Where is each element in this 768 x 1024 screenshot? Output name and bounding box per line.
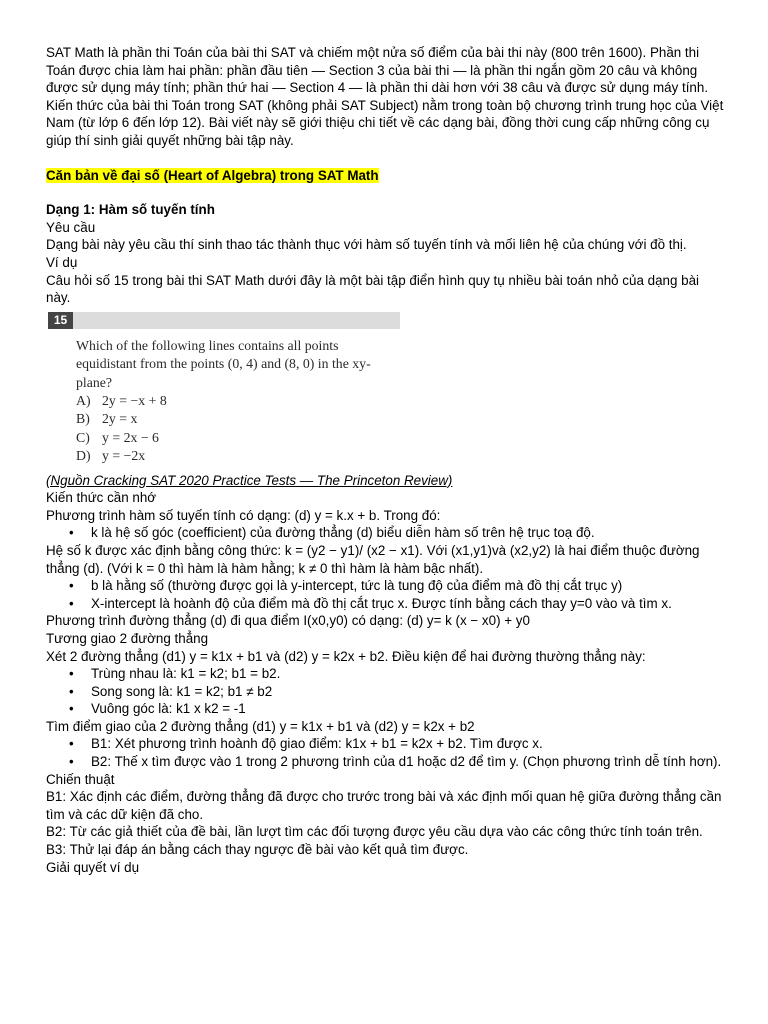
vi-du-label: Ví dụ <box>46 254 78 270</box>
option-text: y = −2x <box>102 448 146 464</box>
intro-paragraph: SAT Math là phần thi Toán của bài thi SAT và chiếm một nửa số điểm của bài thi này (800 trên 1600). Phần thi Toán được chia làm hai phần: phần đầu tiên — Section 3 của bài thi — là phần thi ngắn gồm 20 câu và không được sử dụng máy tính; phần thứ hai — Section 4 — là phần thi dài hơn với 38 câu và được sử dụng máy tính. Kiến thức của bài thi Toán trong SAT (không phải SAT Subject) nằm trong toàn bộ chương trình trung học của Việt Nam (từ lớp 6 đến lớp 12). Bài viết này sẽ giới thiệu chi tiết về các dạng bài, đồng thời cung cấp những công cụ giúp thí sinh giải quyết những bài tập này. <box>46 45 724 148</box>
list-item: • X-intercept là hoành độ của điểm mà đồ thị cắt trục x. Được tính bằng cách thay y=0 vào và tìm x. <box>46 595 724 613</box>
strategy-step-3: B3: Thử lại đáp án bằng cách thay ngược đề bài vào kết quả tìm được. <box>46 842 469 858</box>
question-option <box>48 410 400 428</box>
strategy-heading: Chiến thuật <box>46 771 115 787</box>
line-through-point: Phương trình đường thẳng (d) đi qua điểm I(x0,y0) có dạng: (d) y= k (x − x0) + y0 <box>46 613 530 629</box>
vi-du-text: Câu hỏi số 15 trong bài thi SAT Math dưới đây là một bài tập điển hình quy tụ nhiều bài toán nhỏ của dạng bài này. <box>46 272 699 306</box>
yeu-cau-text: Dạng bài này yêu cầu thí sinh thao tác thành thục với hàm số tuyến tính và mối liên hệ của chúng với đồ thị. <box>46 237 687 253</box>
relation-list <box>46 665 724 718</box>
list-item: • Vuông góc là: k1 x k2 = -1 <box>46 700 724 718</box>
strategy-step-1: B1: Xác định các điểm, đường thẳng đã được cho trước trong bài và xác định mối quan hệ giữa đường thẳng cần tìm và các dữ kiện đã cho. <box>46 789 722 822</box>
option-text: 2y = x <box>102 411 138 427</box>
list-item: • Trùng nhau là: k1 = k2; b1 = b2. <box>46 665 724 683</box>
dang1-title: Dạng 1: Hàm số tuyến tính <box>46 202 215 218</box>
list-item: • b là hằng số (thường được gọi là y-intercept, tức là tung độ của điểm mà đồ thị cắt trục y) <box>46 577 724 595</box>
solve-example-heading: Giải quyết ví dụ <box>46 859 140 875</box>
option-letter: B) <box>76 411 90 427</box>
question-image <box>48 312 400 466</box>
list-item: • Song song là: k1 = k2; b1 ≠ b2 <box>46 683 724 701</box>
list-item: • B2: Thế x tìm được vào 1 trong 2 phương trình của d1 hoặc d2 để tìm y. (Chọn phương trình dễ tính hơn). <box>46 753 724 771</box>
section-heading <box>46 167 724 185</box>
definition-list <box>46 524 724 542</box>
option-letter: A) <box>76 392 91 408</box>
yeu-cau-label: Yêu cầu <box>46 219 96 235</box>
question-text: Which of the following lines contains all points equidistant from the points (0, 4) and (8, 0) in the xy-plane? <box>76 337 371 390</box>
option-letter: D) <box>76 448 91 464</box>
question-option <box>48 447 400 465</box>
intersection-steps <box>46 735 724 770</box>
intersection-heading: Tương giao 2 đường thẳng <box>46 630 209 646</box>
linear-function-definition: Phương trình hàm số tuyến tính có dạng: (d) y = k.x + b. Trong đó: <box>46 507 441 523</box>
option-text: 2y = −x + 8 <box>102 392 167 408</box>
list-item: • k là hệ số góc (coefficient) của đường thẳng (d) biểu diễn hàm số trên hệ trục toạ độ. <box>46 524 724 542</box>
slope-formula: Hệ số k được xác định bằng công thức: k = (y2 − y1)/ (x2 − x1). Với (x1,y1)và (x2,y2) là hai điểm thuộc đường thẳng (d). (Với k = 0 thì hàm là hàm hằng; k ≠ 0 thì hàm là hàm bậc nhất). <box>46 542 700 576</box>
find-intersection: Tìm điểm giao của 2 đường thẳng (d1) y = k1x + b1 và (d2) y = k2x + b2 <box>46 718 475 734</box>
two-lines-condition: Xét 2 đường thẳng (d1) y = k1x + b1 và (d2) y = k2x + b2. Điều kiện để hai đường thường thẳng này: <box>46 648 646 664</box>
question-option <box>48 392 400 410</box>
list-item: • B1: Xét phương trình hoành độ giao điểm: k1x + b1 = k2x + b2. Tìm được x. <box>46 735 724 753</box>
section-heading-highlight: Căn bản về đại số (Heart of Algebra) trong SAT Math <box>46 167 379 183</box>
question-number: 15 <box>48 312 73 329</box>
strategy-step-2: B2: Từ các giả thiết của đề bài, lần lượt tìm các đối tượng được yêu cầu dựa vào các công thức tính toán trên. <box>46 824 703 840</box>
kien-thuc-label: Kiến thức cần nhớ <box>46 490 157 506</box>
option-text: y = 2x − 6 <box>102 429 159 445</box>
option-letter: C) <box>76 429 90 445</box>
question-option <box>48 429 400 447</box>
source-citation: (Nguồn Cracking SAT 2020 Practice Tests — The Princeton Review) <box>46 472 453 488</box>
intercept-list <box>46 577 724 612</box>
question-header-bar <box>48 312 400 329</box>
